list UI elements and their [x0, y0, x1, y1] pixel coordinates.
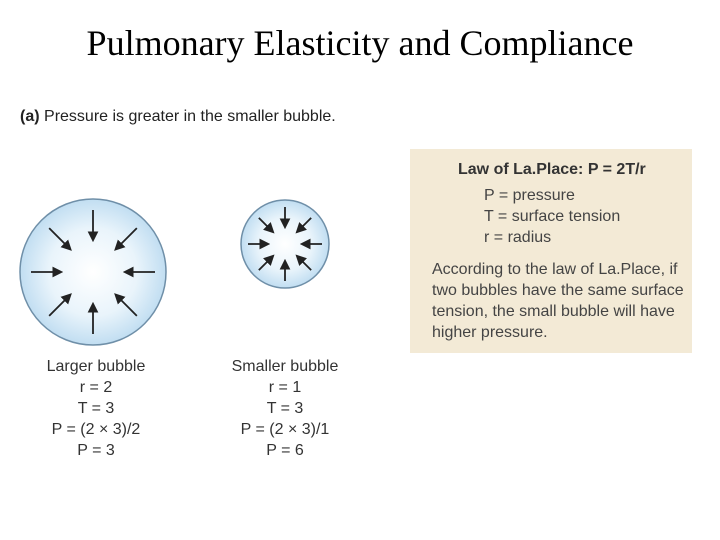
slide-title: Pulmonary Elasticity and Compliance: [86, 23, 634, 63]
law-description: According to the law of La.Place, if two bubbles have the same surface tension, the small bubble will have higher pressure.: [432, 261, 684, 341]
bubbles-illustration: [16, 100, 406, 350]
law-of-laplace-box: [410, 149, 692, 353]
larger-bubble-pressure: P = 3: [77, 442, 115, 459]
larger-bubble-calculation: [11, 356, 181, 461]
caption-label: (a): [20, 108, 40, 125]
larger-bubble-formula: P = (2 × 3)/2: [51, 421, 141, 438]
smaller-bubble-calculation: [200, 356, 370, 461]
smaller-bubble-pressure: P = 6: [266, 442, 304, 459]
smaller-bubble-formula: P = (2 × 3)/1: [240, 421, 330, 438]
definition-radius: r = radius: [484, 229, 552, 246]
larger-bubble-heading: Larger bubble: [46, 358, 146, 375]
definition-pressure: P = pressure: [484, 187, 575, 204]
larger-bubble-tension: T = 3: [77, 400, 115, 417]
smaller-bubble-heading: Smaller bubble: [231, 358, 339, 375]
smaller-bubble-radius: r = 1: [268, 379, 302, 396]
smaller-bubble-tension: T = 3: [266, 400, 304, 417]
law-title: Law of La.Place: P = 2T/r: [458, 161, 646, 178]
larger-bubble-radius: r = 2: [79, 379, 113, 396]
definition-surface-tension: T = surface tension: [484, 208, 621, 225]
laplace-figure: [16, 100, 706, 470]
caption-text: Pressure is greater in the smaller bubble.: [44, 108, 336, 125]
